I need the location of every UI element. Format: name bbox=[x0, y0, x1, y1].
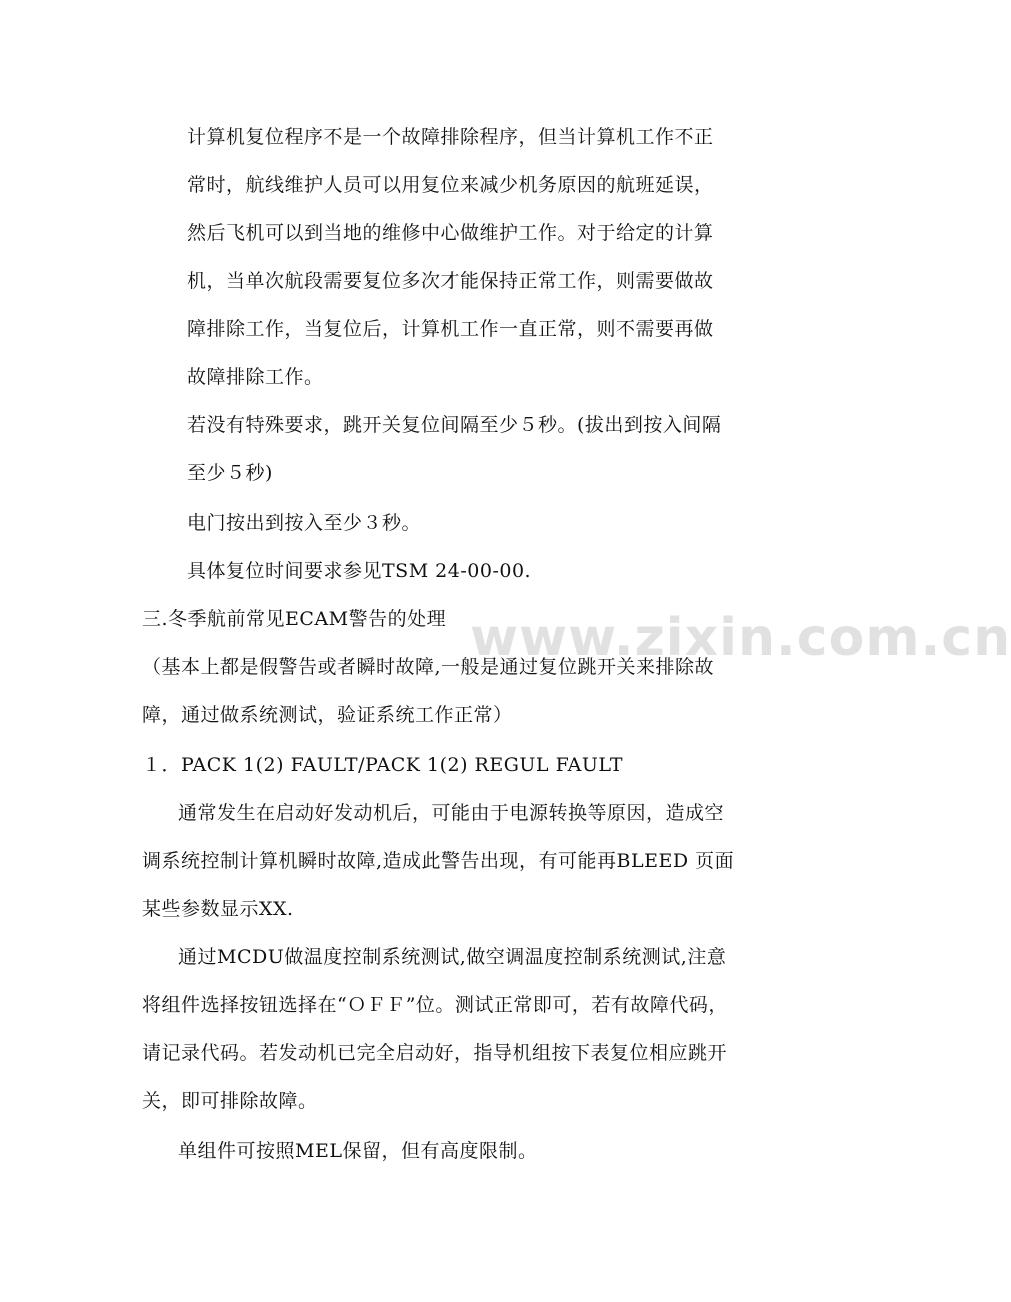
door-line: 电门按出到按入至少３秒。 bbox=[187, 512, 422, 534]
item-para3: 单组件可按照MEL保留，但有高度限制。 bbox=[178, 1140, 538, 1162]
item-para2-line-3: 请记录代码。若发动机已完全启动好，指导机组按下表复位相应跳开 bbox=[142, 1042, 728, 1064]
item-para2-line-4: 关，即可排除故障。 bbox=[142, 1090, 318, 1112]
cb-para-line-2: 至少５秒) bbox=[187, 462, 273, 484]
reset-para-line-3: 然后飞机可以到当地的维修中心做维护工作。对于给定的计算 bbox=[187, 222, 714, 244]
cb-para-line-1: 若没有特殊要求，跳开关复位间隔至少５秒。(拔出到按入间隔 bbox=[187, 414, 722, 436]
item-para1-line-1: 通常发生在启动好发动机后，可能由于电源转换等原因，造成空 bbox=[178, 802, 725, 824]
section-note-line-2: 障，通过做系统测试，验证系统工作正常） bbox=[142, 704, 513, 726]
item-para1-line-2: 调系统控制计算机瞬时故障,造成此警告出现，有可能再BLEED 页面 bbox=[142, 850, 735, 872]
reset-para-line-4: 机，当单次航段需要复位多次才能保持正常工作，则需要做故 bbox=[187, 270, 714, 292]
reset-para-line-5: 障排除工作，当复位后，计算机工作一直正常，则不需要再做 bbox=[187, 318, 714, 340]
item-para2-line-1: 通过MCDU做温度控制系统测试,做空调温度控制系统测试,注意 bbox=[178, 946, 727, 968]
item-title: １．PACK 1(2) FAULT/PACK 1(2) REGUL FAULT bbox=[142, 754, 624, 776]
watermark: www.zixin.com.cn bbox=[470, 608, 1011, 668]
reset-para-line-6: 故障排除工作。 bbox=[187, 366, 324, 388]
item-para1-line-3: 某些参数显示XX. bbox=[142, 898, 294, 920]
tsm-line: 具体复位时间要求参见TSM 24-00-00. bbox=[187, 560, 532, 582]
item-para2-line-2: 将组件选择按钮选择在“ＯＦＦ”位。测试正常即可，若有故障代码， bbox=[142, 994, 728, 1016]
section-note-line-1: （基本上都是假警告或者瞬时故障,一般是通过复位跳开关来排除故 bbox=[142, 656, 715, 678]
section-title: 三.冬季航前常见ECAM警告的处理 bbox=[142, 608, 447, 630]
reset-para-line-2: 常时，航线维护人员可以用复位来减少机务原因的航班延误， bbox=[187, 174, 714, 196]
reset-para-line-1: 计算机复位程序不是一个故障排除程序，但当计算机工作不正 bbox=[187, 126, 714, 148]
